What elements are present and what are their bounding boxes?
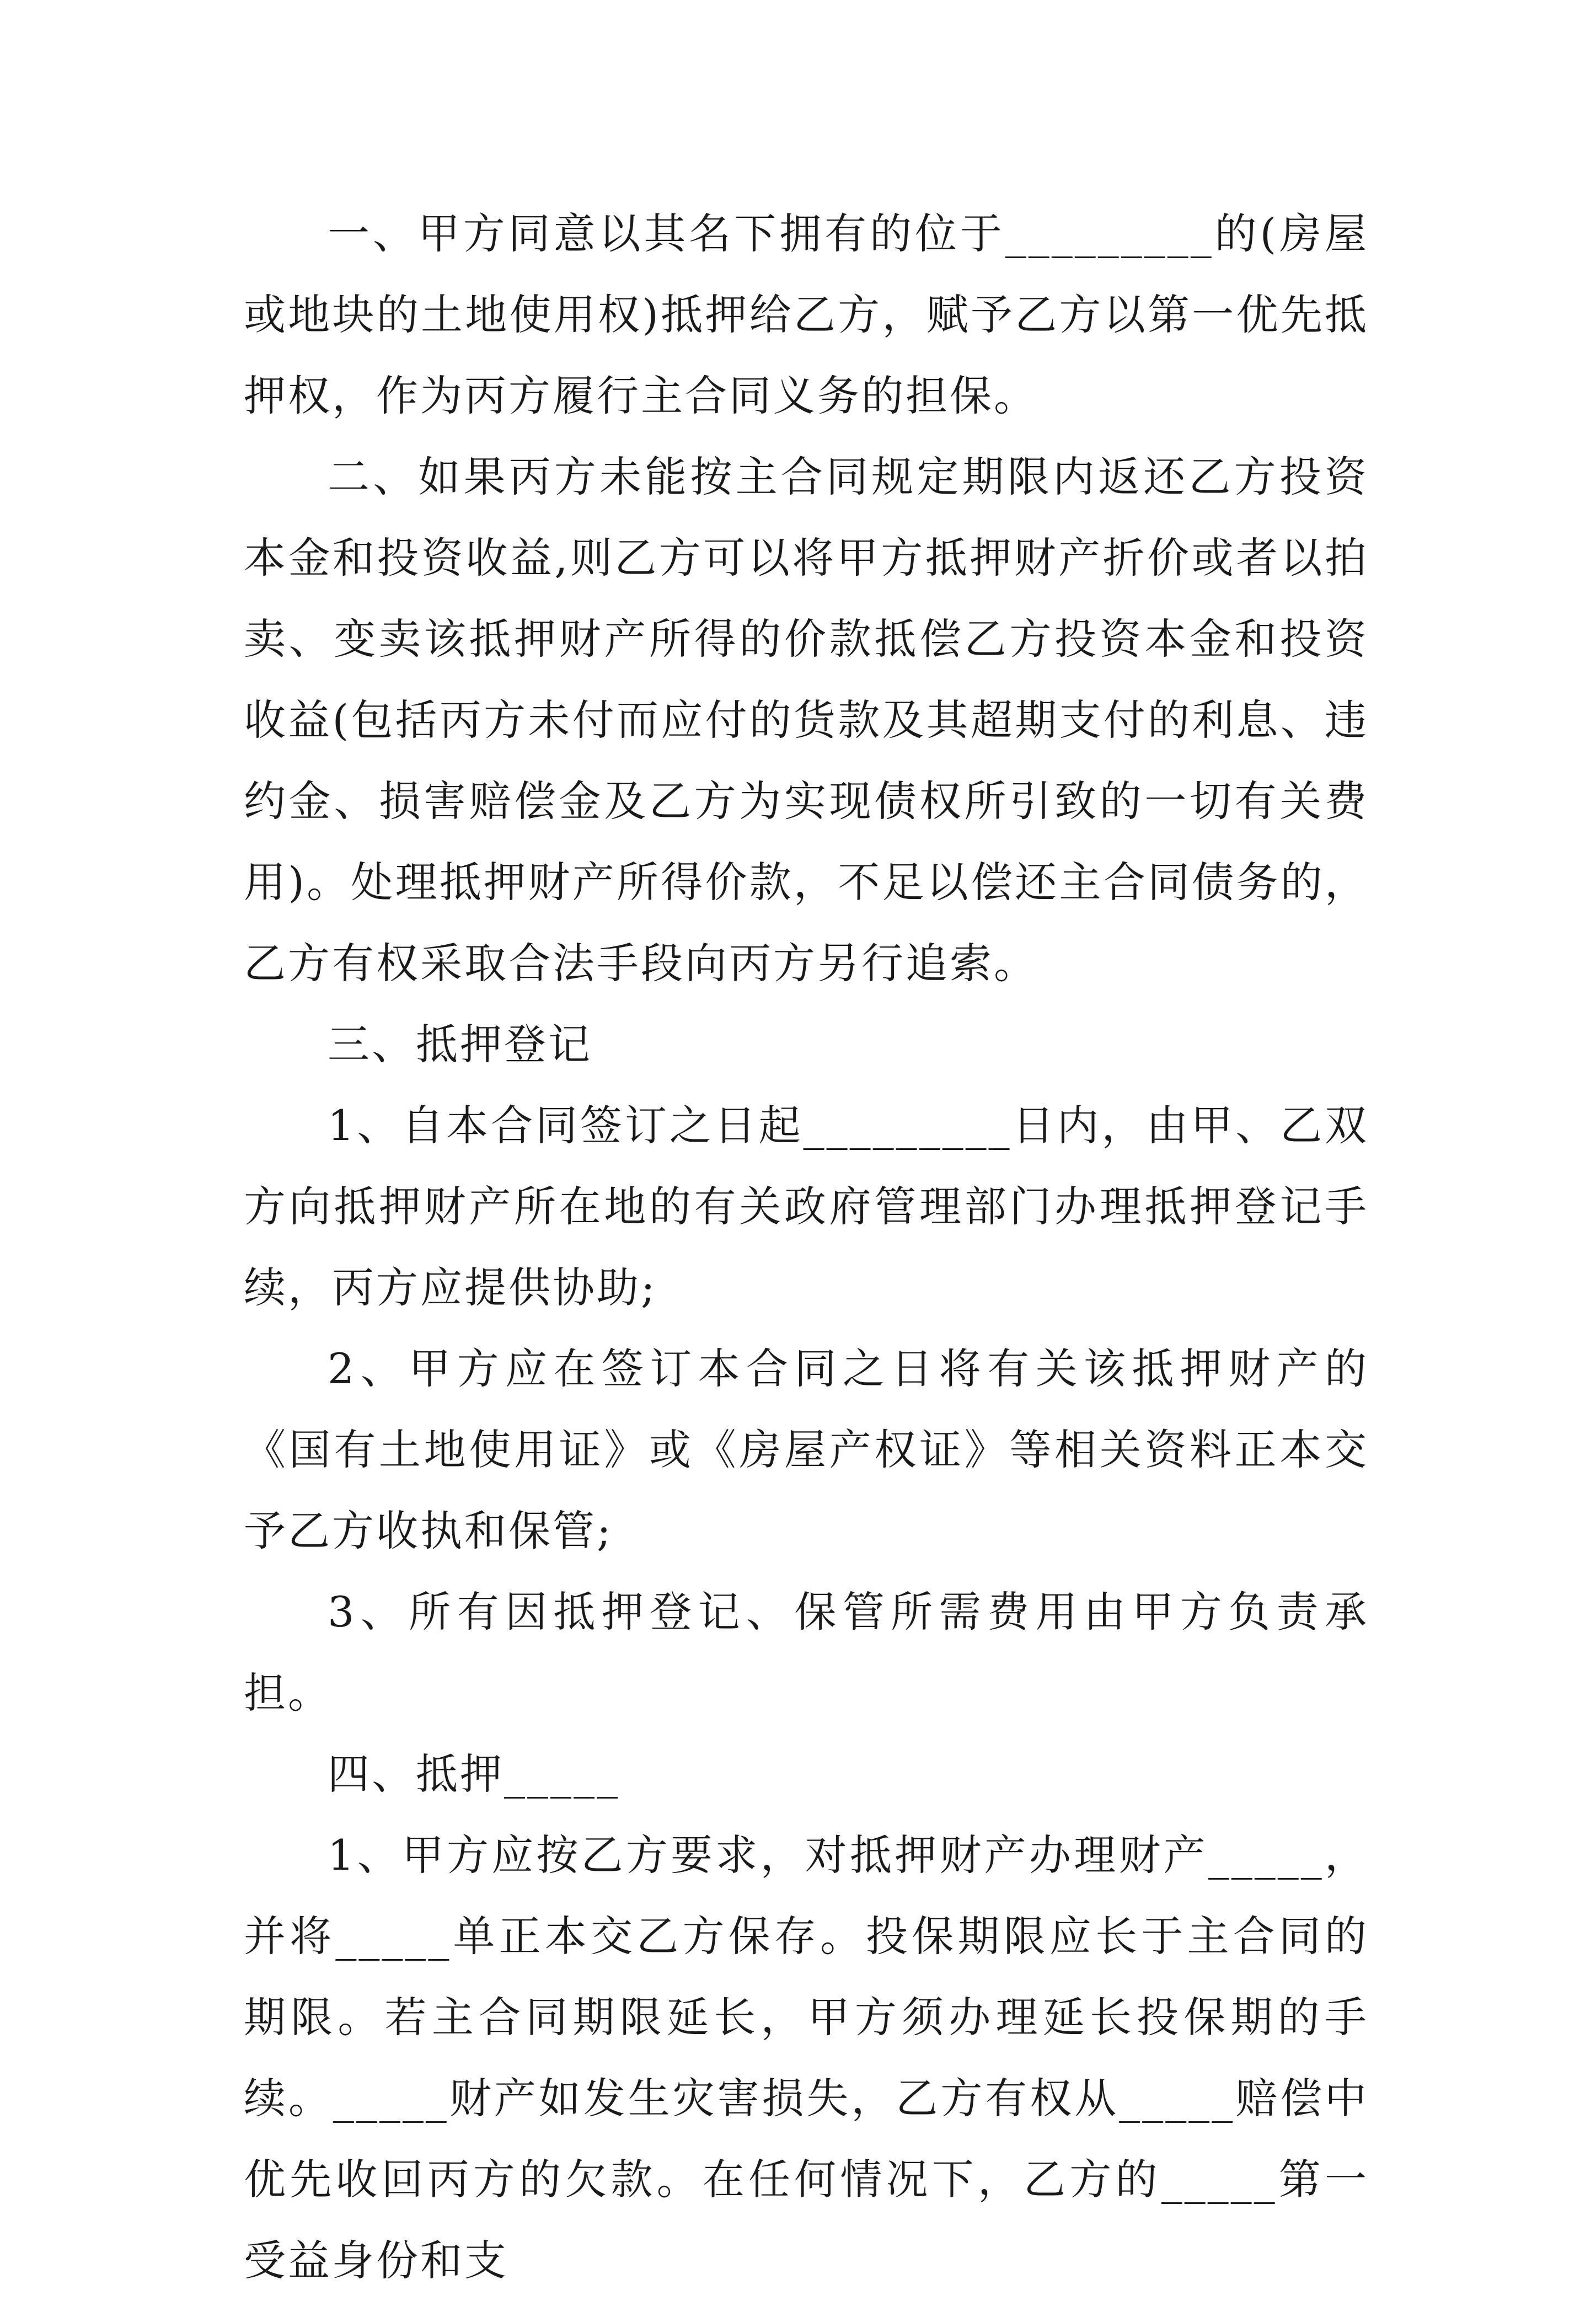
clause-2-paragraph: 二、如果丙方未能按主合同规定期限内返还乙方投资本金和投资收益,则乙方可以将甲方抵押财产折价或者以拍卖、变卖该抵押财产所得的价款抵偿乙方投资本金和投资收益(包括丙方未付而应付的货款及其超期支付的利息、违约金、损害赔偿金及乙方为实现债权所引致的一切有关费用)。处理抵押财产所得价款，不足以偿还主合同债务的，乙方有权采取合法手段向丙方另行追索。 — [244, 452, 1369, 988]
clause-1-paragraph: 一、甲方同意以其名下拥有的位于_________的(房屋或地块的土地使用权)抵押给乙方，赋予乙方以第一优先抵押权，作为丙方履行主合同义务的担保。 — [244, 209, 1369, 420]
clause-3-item-2: 2、甲方应在签订本合同之日将有关该抵押财产的《国有土地使用证》或《房屋产权证》等相关资料正本交予乙方收执和保管; — [244, 1344, 1369, 1555]
clause-4-heading: 四、抵押_____ — [328, 1749, 620, 1799]
clause-3-item-3: 3、所有因抵押登记、保管所需费用由甲方负责承担。 — [244, 1587, 1369, 1717]
document-body — [244, 193, 1369, 2301]
clause-3-heading: 三、抵押登记 — [328, 1020, 592, 1069]
clause-4-item-1: 1、甲方应按乙方要求，对抵押财产办理财产_____，并将_____单正本交乙方保存。投保期限应长于主合同的期限。若主合同期限延长，甲方须办理延长投保期的手续。_____财产如发生灾害损失，乙方有权从_____赔偿中优先收回丙方的欠款。在任何情况下，乙方的_____第一受益身份和支 — [244, 1831, 1369, 2285]
clause-3-item-1: 1、自本合同签订之日起_________日内，由甲、乙双方向抵押财产所在地的有关政府管理部门办理抵押登记手续，丙方应提供协助; — [244, 1101, 1369, 1312]
